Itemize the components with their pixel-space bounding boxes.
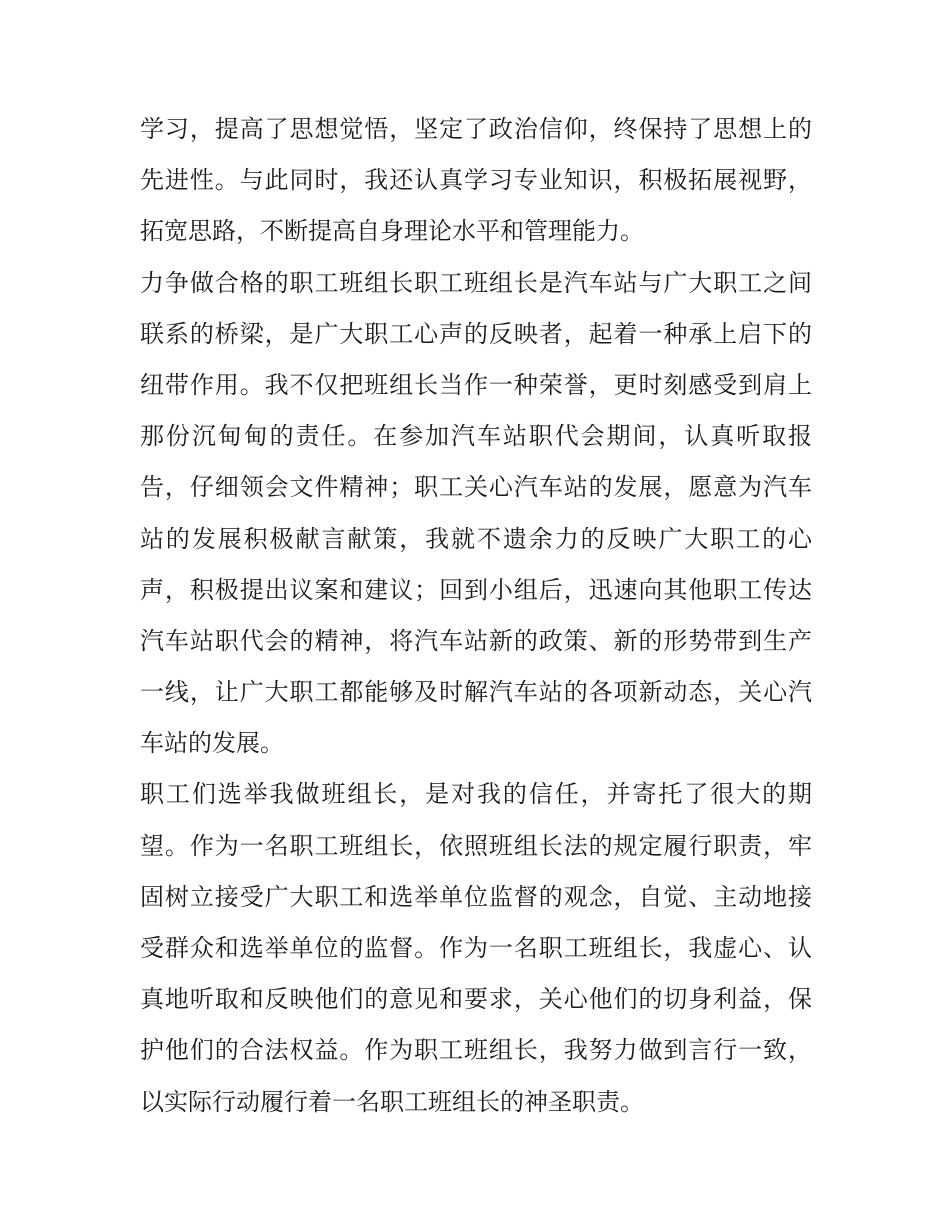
text-line: 那份沉甸甸的责任。在参加汽车站职代会期间，认真听取报 (140, 422, 812, 451)
text-line: 力争做合格的职工班组长职工班组长是汽车站与广大职工之间 (140, 268, 812, 297)
text-line: 职工们选举我做班组长，是对我的信任，并寄托了很大的期 (140, 780, 812, 809)
document-body (140, 104, 812, 1128)
text-line: 先进性。与此同时，我还认真学习专业知识，积极拓展视野， (140, 166, 812, 195)
text-line: 受群众和选举单位的监督。作为一名职工班组长，我虚心、认 (140, 934, 812, 962)
text-line: 真地听取和反映他们的意见和要求，关心他们的切身利益，保 (140, 985, 812, 1014)
text-line: 纽带作用。我不仅把班组长当作一种荣誉，更时刻感受到肩上 (140, 370, 812, 399)
text-line: 车站的发展。 (140, 729, 284, 758)
text-line: 固树立接受广大职工和选举单位监督的观念，自觉、主动地接 (140, 882, 812, 911)
paragraph-1 (140, 104, 812, 258)
text-line: 告，仔细领会文件精神；职工关心汽车站的发展，愿意为汽车 (140, 473, 812, 502)
text-line: 拓宽思路，不断提高自身理论水平和管理能力。 (140, 217, 644, 246)
text-line: 一线，让广大职工都能够及时解汽车站的各项新动态，关心汽 (140, 678, 812, 707)
text-line: 声，积极提出议案和建议；回到小组后，迅速向其他职工传达 (140, 575, 812, 604)
paragraph-3 (140, 769, 812, 1127)
text-line: 学习，提高了思想觉悟，坚定了政治信仰，终保持了思想上的 (140, 115, 812, 143)
text-line: 以实际行动履行着一名职工班组长的神圣职责。 (140, 1087, 644, 1116)
text-line: 汽车站职代会的精神，将汽车站新的政策、新的形势带到生产 (140, 626, 812, 655)
text-line: 站的发展积极献言献策，我就不遗余力的反映广大职工的心 (140, 524, 812, 553)
text-line: 护他们的合法权益。作为职工班组长，我努力做到言行一致， (140, 1036, 812, 1065)
paragraph-2 (140, 258, 812, 770)
text-line: 联系的桥梁，是广大职工心声的反映者，起着一种承上启下的 (140, 319, 812, 348)
text-line: 望。作为一名职工班组长，依照班组长法的规定履行职责，牢 (140, 831, 812, 860)
